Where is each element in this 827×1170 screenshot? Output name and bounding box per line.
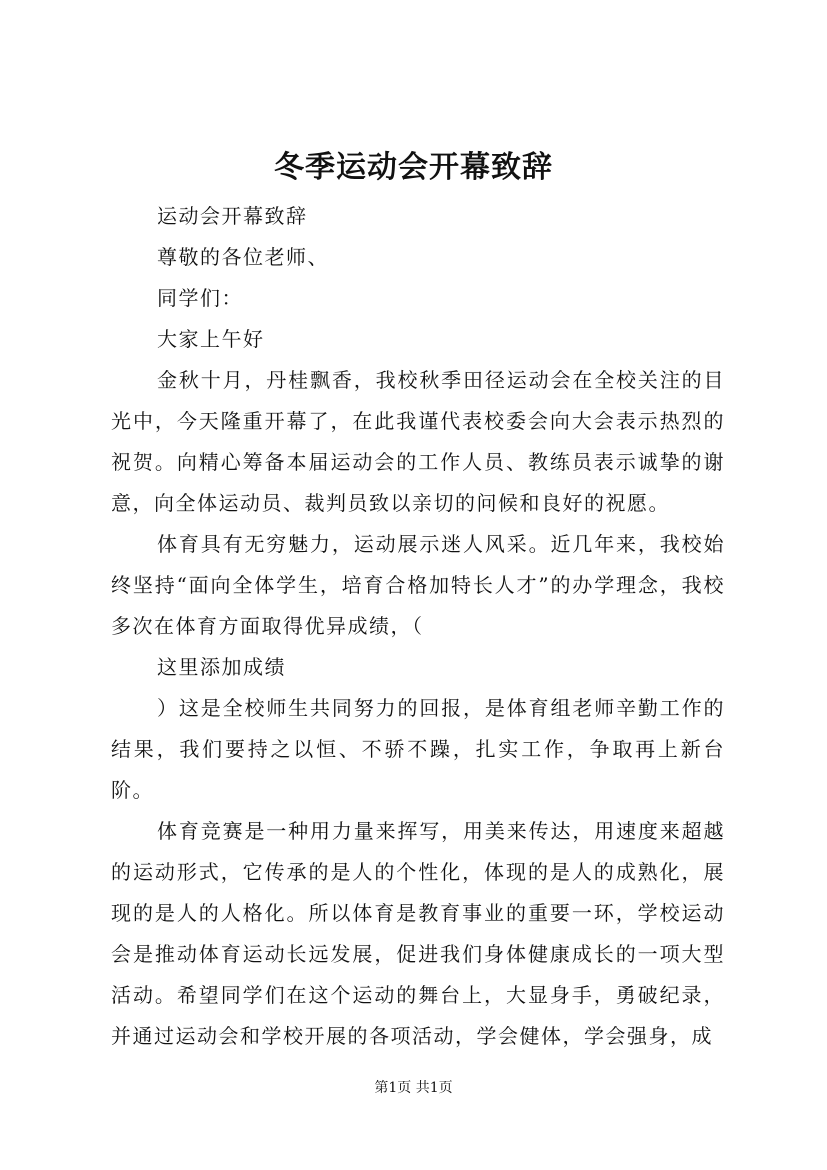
paragraph: 体育具有无穷魅力，运动展示迷人风采。近几年来，我校始终坚持“面向全体学生，培育合格加特长人才”的办学理念，我校多次在体育方面取得优异成绩，（ [111,532,725,638]
paragraph: 金秋十月，丹桂飘香，我校秋季田径运动会在全校关注的目光中，今天隆重开幕了，在此我谨代表校委会向大会表示热烈的祝贺。向精心筹备本届运动会的工作人员、教练员表示诚挚的谢意，向全体运动员、裁判员致以亲切的问候和良好的祝愿。 [111,368,725,515]
paragraph: 尊敬的各位老师、 [157,245,329,269]
document-body [111,196,725,1057]
paragraph: ）这是全校师生共同努力的回报，是体育组老师辛勤工作的结果，我们要持之以恒、不骄不躁，扎实工作，争取再上新台阶。 [111,696,725,802]
document-title: 冬季运动会开幕致辞 [274,150,553,185]
paragraph: 体育竞赛是一种用力量来挥写，用美来传达，用速度来超越的运动形式，它传承的是人的个性化，体现的是人的成熟化，展现的是人的人格化。所以体育是教育事业的重要一环，学校运动会是推动体育运动长远发展，促进我们身体健康成长的一项大型活动。希望同学们在这个运动的舞台上，大显身手，勇破纪录，并通过运动会和学校开展的各项活动，学会健体，学会强身，成 [111,819,725,1048]
page-number-footer: 第1页 共1页 [374,1080,453,1096]
paragraph: 同学们： [157,286,243,310]
paragraph: 大家上午好 [157,327,265,351]
paragraph: 这里添加成绩 [157,655,286,679]
paragraph: 运动会开幕致辞 [157,204,308,228]
